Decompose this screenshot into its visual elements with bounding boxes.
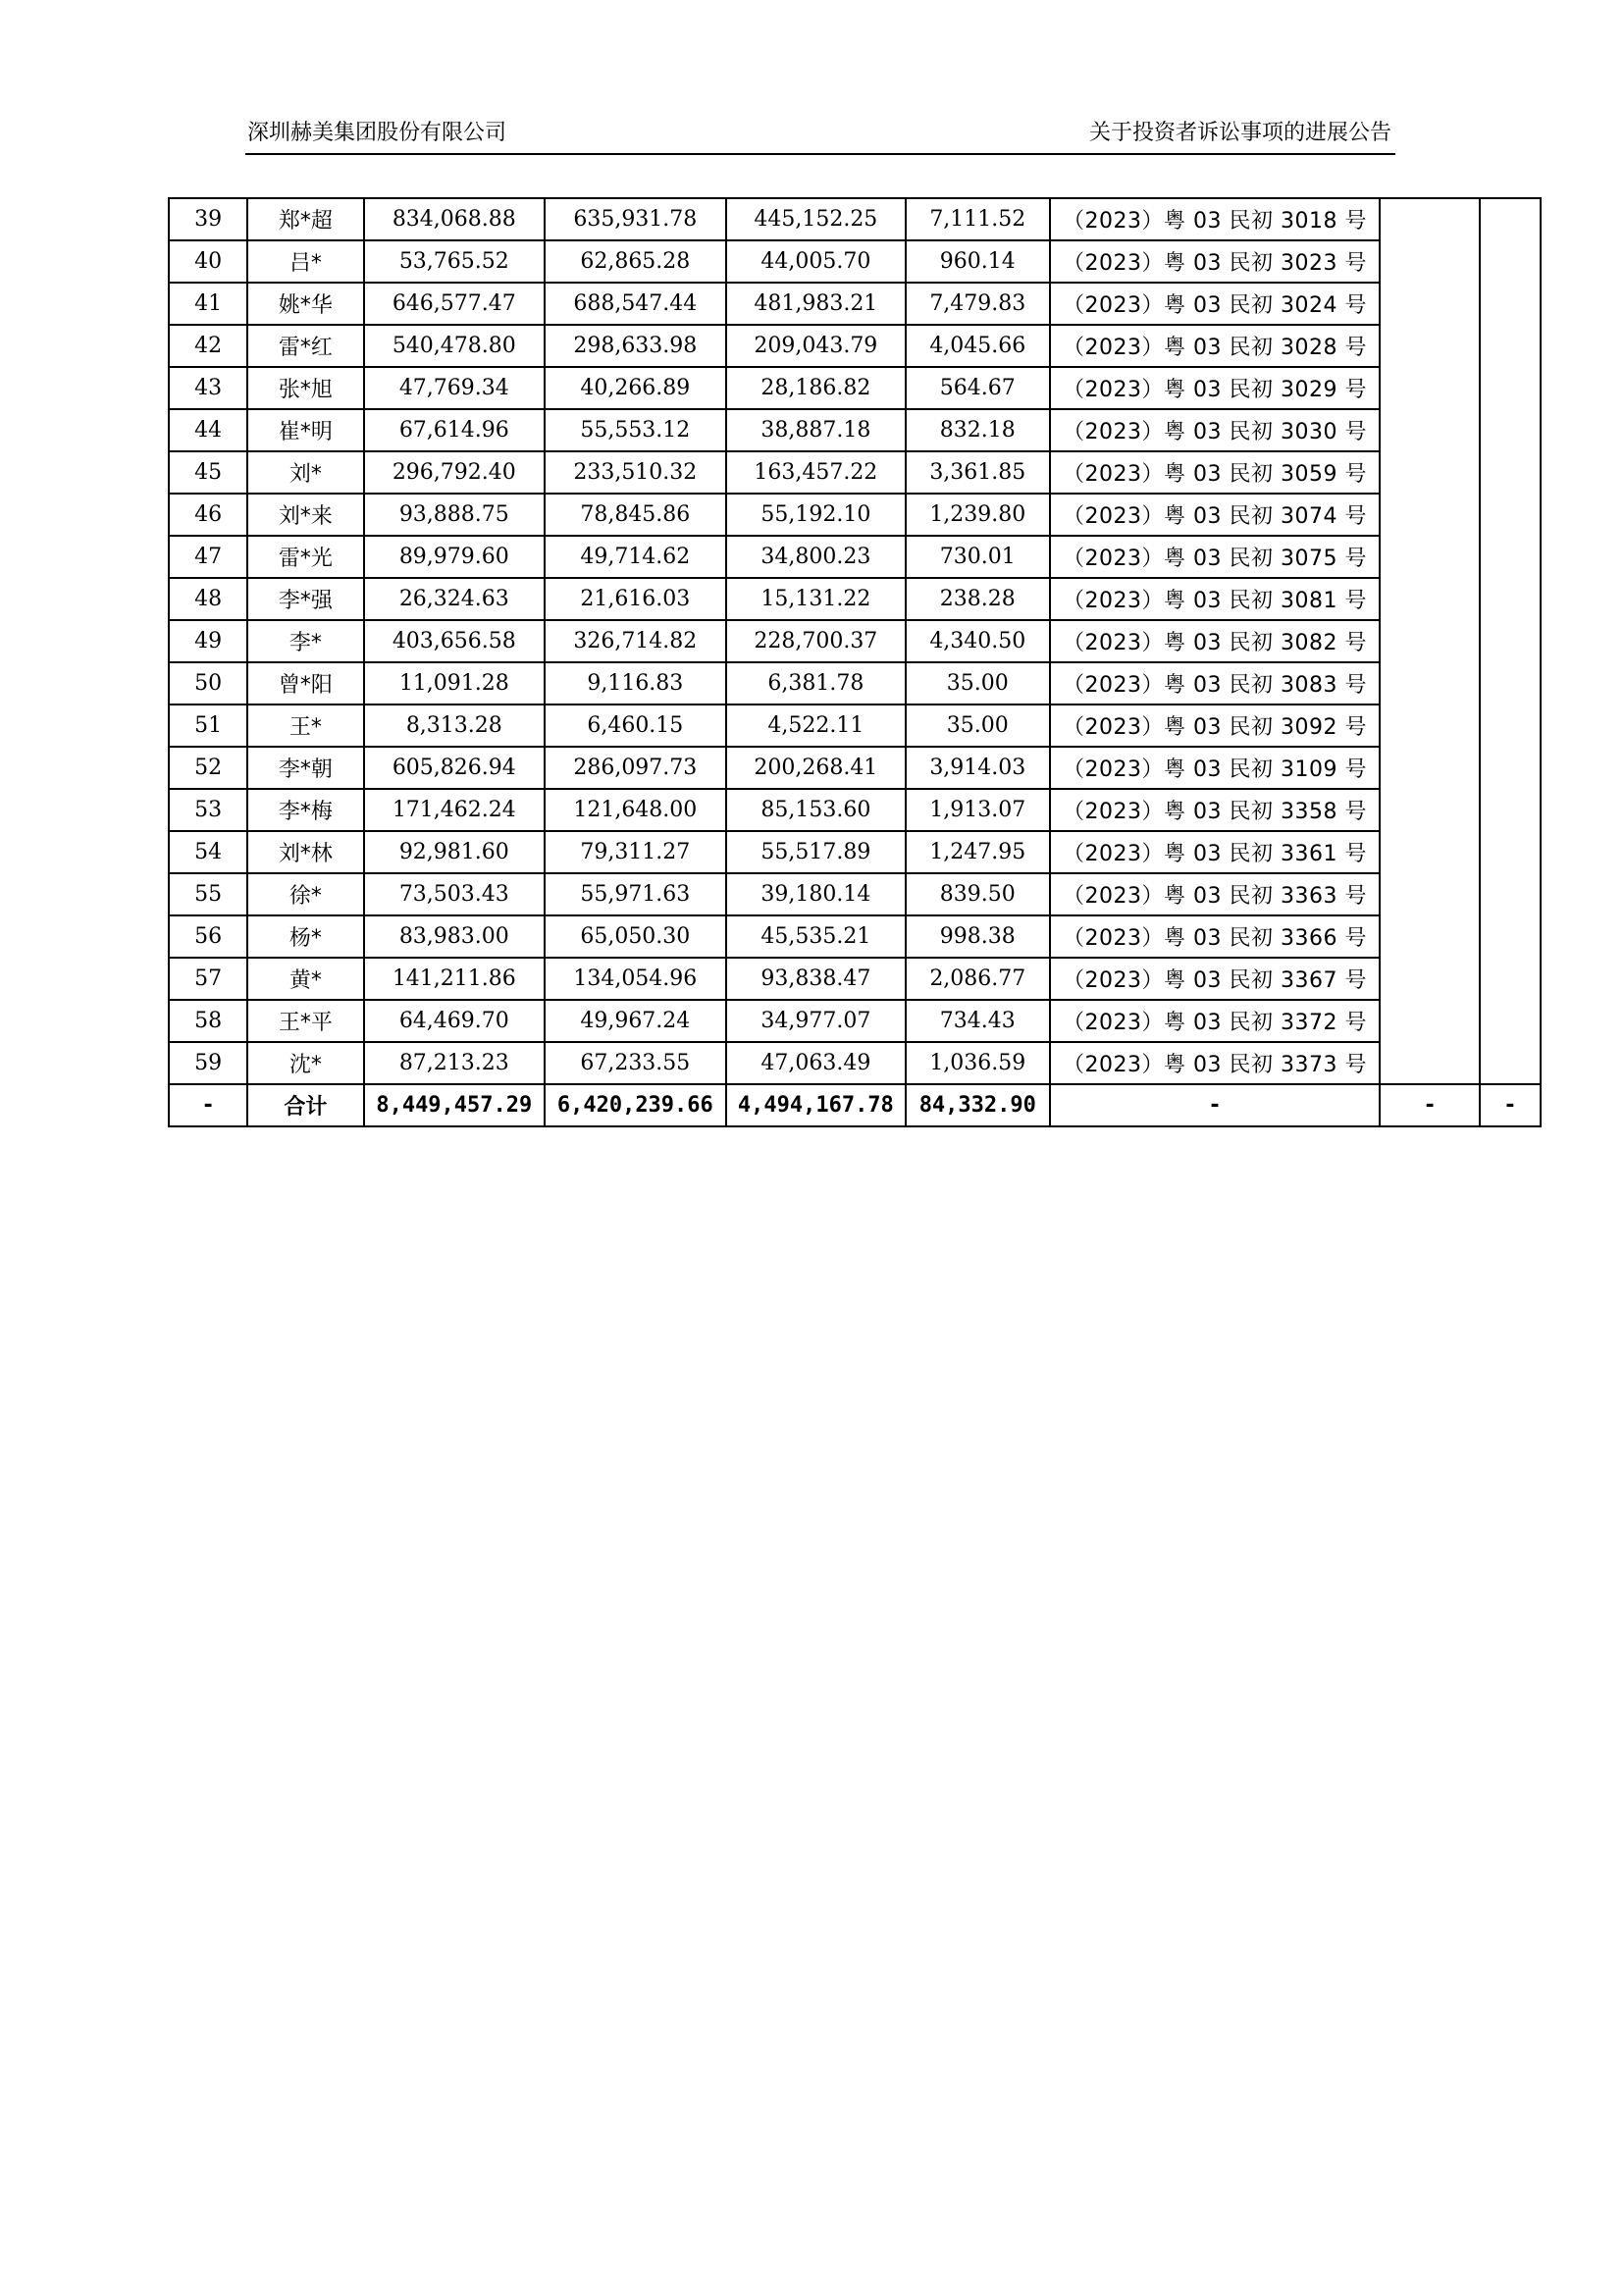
table-row <box>169 831 1541 873</box>
table-row <box>169 747 1541 789</box>
empty-cell <box>1480 915 1541 958</box>
amount-col-3: 445,152.25 <box>726 198 907 240</box>
amount-col-3: 55,192.10 <box>726 494 907 536</box>
case-number: （2023）粤 03 民初 3030 号 <box>1050 409 1381 451</box>
amount-col-1: 47,769.34 <box>364 367 546 409</box>
empty-cell <box>1480 451 1541 494</box>
row-number: 52 <box>169 747 247 789</box>
amount-col-1: 171,462.24 <box>364 789 546 831</box>
empty-cell <box>1380 747 1479 789</box>
amount-col-2: 78,845.86 <box>545 494 726 536</box>
amount-col-3: 85,153.60 <box>726 789 907 831</box>
case-number: （2023）粤 03 民初 3018 号 <box>1050 198 1381 240</box>
case-number: （2023）粤 03 民初 3024 号 <box>1050 283 1381 325</box>
amount-col-2: 21,616.03 <box>545 578 726 620</box>
table-row <box>169 409 1541 451</box>
amount-col-4: 3,914.03 <box>906 747 1049 789</box>
empty-cell <box>1480 409 1541 451</box>
amount-col-1: 8,313.28 <box>364 704 546 747</box>
amount-col-1: 540,478.80 <box>364 325 546 367</box>
case-number: （2023）粤 03 民初 3092 号 <box>1050 704 1381 747</box>
total-row <box>169 1084 1541 1126</box>
empty-cell <box>1480 958 1541 1000</box>
case-number: （2023）粤 03 民初 3075 号 <box>1050 536 1381 578</box>
empty-cell <box>1380 240 1479 283</box>
amount-col-2: 635,931.78 <box>545 198 726 240</box>
amount-col-3: 228,700.37 <box>726 620 907 662</box>
empty-cell <box>1380 367 1479 409</box>
empty-cell <box>1380 536 1479 578</box>
amount-col-4: 998.38 <box>906 915 1049 958</box>
table-row <box>169 367 1541 409</box>
table-row <box>169 958 1541 1000</box>
case-number: （2023）粤 03 民初 3361 号 <box>1050 831 1381 873</box>
plaintiff-name: 吕* <box>247 240 363 283</box>
amount-col-1: 64,469.70 <box>364 1000 546 1042</box>
plaintiff-name: 刘*林 <box>247 831 363 873</box>
total-extra-2: - <box>1480 1084 1541 1126</box>
plaintiff-name: 崔*明 <box>247 409 363 451</box>
plaintiff-name: 雷*光 <box>247 536 363 578</box>
case-number: （2023）粤 03 民初 3083 号 <box>1050 662 1381 704</box>
amount-col-4: 35.00 <box>906 662 1049 704</box>
amount-col-1: 141,211.86 <box>364 958 546 1000</box>
row-number: 54 <box>169 831 247 873</box>
amount-col-1: 89,979.60 <box>364 536 546 578</box>
table-row <box>169 451 1541 494</box>
total-amount-col-4: 84,332.90 <box>906 1084 1049 1126</box>
amount-col-2: 65,050.30 <box>545 915 726 958</box>
table-row <box>169 915 1541 958</box>
table-row <box>169 283 1541 325</box>
amount-col-3: 163,457.22 <box>726 451 907 494</box>
plaintiff-name: 李*朝 <box>247 747 363 789</box>
row-number: 58 <box>169 1000 247 1042</box>
empty-cell <box>1480 283 1541 325</box>
amount-col-1: 73,503.43 <box>364 873 546 915</box>
amount-col-1: 67,614.96 <box>364 409 546 451</box>
row-number: 42 <box>169 325 247 367</box>
row-number: 39 <box>169 198 247 240</box>
row-number: 46 <box>169 494 247 536</box>
empty-cell <box>1380 409 1479 451</box>
total-case-number: - <box>1050 1084 1381 1126</box>
amount-col-2: 9,116.83 <box>545 662 726 704</box>
row-number: 47 <box>169 536 247 578</box>
empty-cell <box>1480 198 1541 240</box>
amount-col-2: 55,553.12 <box>545 409 726 451</box>
plaintiff-name: 张*旭 <box>247 367 363 409</box>
row-number: 40 <box>169 240 247 283</box>
case-number: （2023）粤 03 民初 3059 号 <box>1050 451 1381 494</box>
amount-col-3: 15,131.22 <box>726 578 907 620</box>
amount-col-3: 47,063.49 <box>726 1042 907 1084</box>
empty-cell <box>1380 283 1479 325</box>
empty-cell <box>1480 789 1541 831</box>
empty-cell <box>1480 494 1541 536</box>
case-number: （2023）粤 03 民初 3373 号 <box>1050 1042 1381 1084</box>
case-number: （2023）粤 03 民初 3358 号 <box>1050 789 1381 831</box>
amount-col-1: 92,981.60 <box>364 831 546 873</box>
row-number: 56 <box>169 915 247 958</box>
table-row <box>169 494 1541 536</box>
case-number: （2023）粤 03 民初 3074 号 <box>1050 494 1381 536</box>
total-amount-col-3: 4,494,167.78 <box>726 1084 907 1126</box>
row-number: 57 <box>169 958 247 1000</box>
empty-cell <box>1380 831 1479 873</box>
amount-col-3: 34,800.23 <box>726 536 907 578</box>
amount-col-1: 53,765.52 <box>364 240 546 283</box>
plaintiff-name: 郑*超 <box>247 198 363 240</box>
empty-cell <box>1380 789 1479 831</box>
amount-col-2: 40,266.89 <box>545 367 726 409</box>
amount-col-2: 49,714.62 <box>545 536 726 578</box>
case-number: （2023）粤 03 民初 3081 号 <box>1050 578 1381 620</box>
empty-cell <box>1380 1042 1479 1084</box>
table-row <box>169 578 1541 620</box>
amount-col-4: 832.18 <box>906 409 1049 451</box>
amount-col-2: 233,510.32 <box>545 451 726 494</box>
empty-cell <box>1480 662 1541 704</box>
amount-col-4: 1,036.59 <box>906 1042 1049 1084</box>
empty-cell <box>1380 494 1479 536</box>
row-number: 48 <box>169 578 247 620</box>
plaintiff-name: 黄* <box>247 958 363 1000</box>
amount-col-4: 730.01 <box>906 536 1049 578</box>
table-row <box>169 198 1541 240</box>
amount-col-2: 326,714.82 <box>545 620 726 662</box>
case-number: （2023）粤 03 民初 3028 号 <box>1050 325 1381 367</box>
empty-cell <box>1480 1042 1541 1084</box>
litigation-table <box>168 197 1542 1127</box>
amount-col-4: 564.67 <box>906 367 1049 409</box>
amount-col-2: 134,054.96 <box>545 958 726 1000</box>
amount-col-4: 238.28 <box>906 578 1049 620</box>
total-extra-1: - <box>1380 1084 1479 1126</box>
document-title: 关于投资者诉讼事项的进展公告 <box>1088 121 1391 145</box>
amount-col-3: 34,977.07 <box>726 1000 907 1042</box>
amount-col-3: 209,043.79 <box>726 325 907 367</box>
empty-cell <box>1480 578 1541 620</box>
row-number: 43 <box>169 367 247 409</box>
case-number: （2023）粤 03 民初 3109 号 <box>1050 747 1381 789</box>
plaintiff-name: 杨* <box>247 915 363 958</box>
amount-col-2: 55,971.63 <box>545 873 726 915</box>
table-row <box>169 704 1541 747</box>
case-number: （2023）粤 03 民初 3029 号 <box>1050 367 1381 409</box>
row-number: 44 <box>169 409 247 451</box>
row-number: 51 <box>169 704 247 747</box>
amount-col-4: 2,086.77 <box>906 958 1049 1000</box>
amount-col-1: 26,324.63 <box>364 578 546 620</box>
amount-col-2: 688,547.44 <box>545 283 726 325</box>
company-name: 深圳赫美集团股份有限公司 <box>247 121 507 145</box>
case-number: （2023）粤 03 民初 3367 号 <box>1050 958 1381 1000</box>
plaintiff-name: 曾*阳 <box>247 662 363 704</box>
table-row <box>169 620 1541 662</box>
plaintiff-name: 徐* <box>247 873 363 915</box>
amount-col-3: 45,535.21 <box>726 915 907 958</box>
amount-col-1: 93,888.75 <box>364 494 546 536</box>
plaintiff-name: 王* <box>247 704 363 747</box>
row-number: 49 <box>169 620 247 662</box>
empty-cell <box>1380 325 1479 367</box>
empty-cell <box>1380 1000 1479 1042</box>
amount-col-3: 4,522.11 <box>726 704 907 747</box>
amount-col-4: 4,045.66 <box>906 325 1049 367</box>
amount-col-4: 35.00 <box>906 704 1049 747</box>
total-label: 合计 <box>247 1084 363 1126</box>
empty-cell <box>1480 873 1541 915</box>
amount-col-4: 7,479.83 <box>906 283 1049 325</box>
row-number: 59 <box>169 1042 247 1084</box>
row-number: 53 <box>169 789 247 831</box>
plaintiff-name: 王*平 <box>247 1000 363 1042</box>
amount-col-3: 6,381.78 <box>726 662 907 704</box>
empty-cell <box>1480 325 1541 367</box>
amount-col-2: 62,865.28 <box>545 240 726 283</box>
row-number: 45 <box>169 451 247 494</box>
table-row <box>169 1000 1541 1042</box>
table-row <box>169 789 1541 831</box>
empty-cell <box>1480 240 1541 283</box>
amount-col-4: 7,111.52 <box>906 198 1049 240</box>
empty-cell <box>1480 620 1541 662</box>
empty-cell <box>1380 198 1479 240</box>
amount-col-3: 44,005.70 <box>726 240 907 283</box>
empty-cell <box>1480 747 1541 789</box>
amount-col-2: 6,460.15 <box>545 704 726 747</box>
amount-col-3: 28,186.82 <box>726 367 907 409</box>
amount-col-3: 38,887.18 <box>726 409 907 451</box>
amount-col-1: 11,091.28 <box>364 662 546 704</box>
row-number: 55 <box>169 873 247 915</box>
amount-col-4: 960.14 <box>906 240 1049 283</box>
table-row <box>169 1042 1541 1084</box>
empty-cell <box>1480 1000 1541 1042</box>
amount-col-4: 3,361.85 <box>906 451 1049 494</box>
amount-col-3: 200,268.41 <box>726 747 907 789</box>
case-number: （2023）粤 03 民初 3366 号 <box>1050 915 1381 958</box>
row-number: 41 <box>169 283 247 325</box>
empty-cell <box>1380 958 1479 1000</box>
case-number: （2023）粤 03 民初 3082 号 <box>1050 620 1381 662</box>
amount-col-3: 55,517.89 <box>726 831 907 873</box>
row-number: 50 <box>169 662 247 704</box>
plaintiff-name: 刘*来 <box>247 494 363 536</box>
amount-col-4: 1,239.80 <box>906 494 1049 536</box>
empty-cell <box>1380 662 1479 704</box>
amount-col-1: 296,792.40 <box>364 451 546 494</box>
plaintiff-name: 李*梅 <box>247 789 363 831</box>
amount-col-1: 605,826.94 <box>364 747 546 789</box>
amount-col-4: 734.43 <box>906 1000 1049 1042</box>
empty-cell <box>1380 915 1479 958</box>
empty-cell <box>1380 873 1479 915</box>
case-number: （2023）粤 03 民初 3363 号 <box>1050 873 1381 915</box>
empty-cell <box>1480 536 1541 578</box>
empty-cell <box>1480 367 1541 409</box>
total-amount-col-1: 8,449,457.29 <box>364 1084 546 1126</box>
amount-col-2: 121,648.00 <box>545 789 726 831</box>
table-row <box>169 240 1541 283</box>
amount-col-1: 403,656.58 <box>364 620 546 662</box>
amount-col-3: 39,180.14 <box>726 873 907 915</box>
amount-col-4: 4,340.50 <box>906 620 1049 662</box>
plaintiff-name: 姚*华 <box>247 283 363 325</box>
amount-col-4: 1,247.95 <box>906 831 1049 873</box>
amount-col-3: 481,983.21 <box>726 283 907 325</box>
total-amount-col-2: 6,420,239.66 <box>545 1084 726 1126</box>
empty-cell <box>1480 831 1541 873</box>
amount-col-2: 298,633.98 <box>545 325 726 367</box>
empty-cell <box>1380 578 1479 620</box>
table-row <box>169 662 1541 704</box>
empty-cell <box>1480 704 1541 747</box>
amount-col-1: 834,068.88 <box>364 198 546 240</box>
amount-col-4: 1,913.07 <box>906 789 1049 831</box>
amount-col-2: 49,967.24 <box>545 1000 726 1042</box>
amount-col-2: 79,311.27 <box>545 831 726 873</box>
amount-col-1: 646,577.47 <box>364 283 546 325</box>
case-number: （2023）粤 03 民初 3372 号 <box>1050 1000 1381 1042</box>
plaintiff-name: 雷*红 <box>247 325 363 367</box>
total-row-number: - <box>169 1084 247 1126</box>
amount-col-3: 93,838.47 <box>726 958 907 1000</box>
table-row <box>169 873 1541 915</box>
empty-cell <box>1380 620 1479 662</box>
plaintiff-name: 刘* <box>247 451 363 494</box>
empty-cell <box>1380 451 1479 494</box>
amount-col-2: 67,233.55 <box>545 1042 726 1084</box>
amount-col-2: 286,097.73 <box>545 747 726 789</box>
case-number: （2023）粤 03 民初 3023 号 <box>1050 240 1381 283</box>
plaintiff-name: 李* <box>247 620 363 662</box>
table-row <box>169 536 1541 578</box>
plaintiff-name: 沈* <box>247 1042 363 1084</box>
amount-col-4: 839.50 <box>906 873 1049 915</box>
table-row <box>169 325 1541 367</box>
empty-cell <box>1380 704 1479 747</box>
table-body <box>169 198 1541 1126</box>
amount-col-1: 87,213.23 <box>364 1042 546 1084</box>
amount-col-1: 83,983.00 <box>364 915 546 958</box>
plaintiff-name: 李*强 <box>247 578 363 620</box>
page-header <box>245 114 1395 155</box>
